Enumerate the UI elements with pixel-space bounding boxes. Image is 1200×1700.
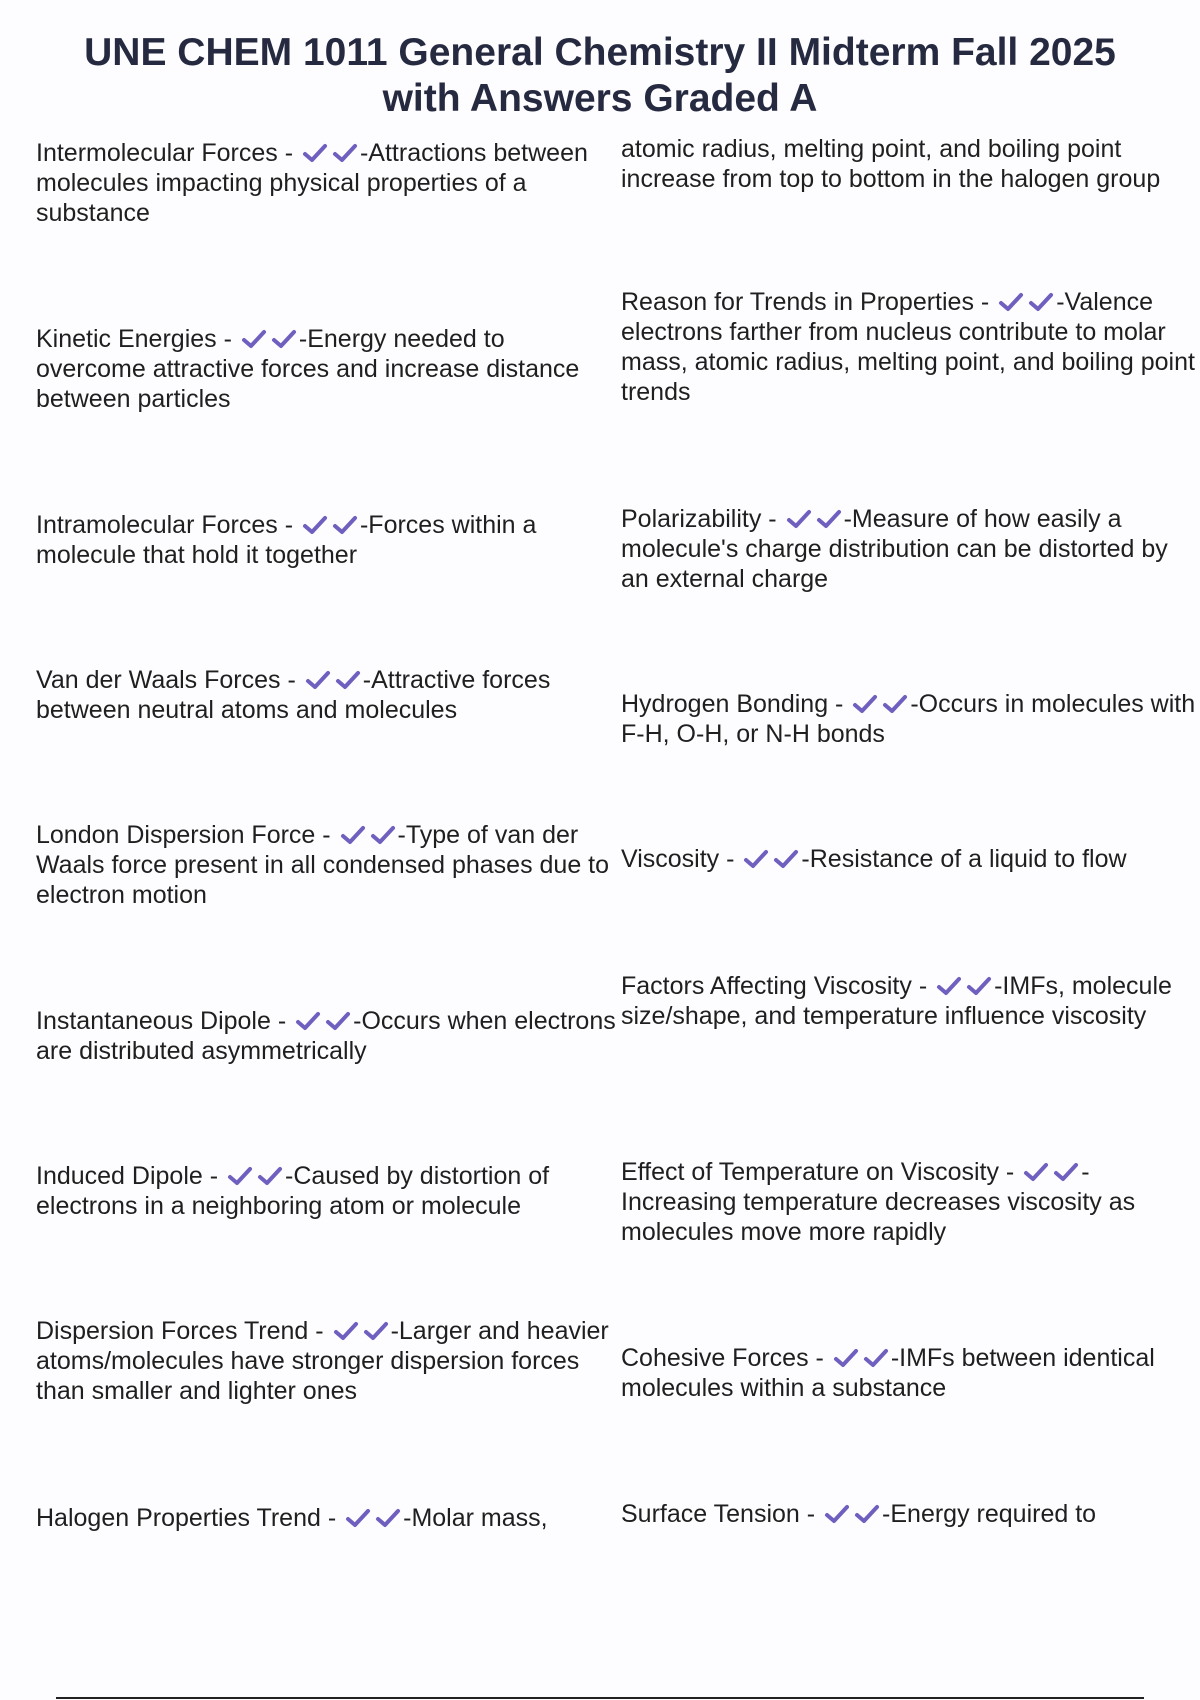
term: Surface Tension - bbox=[621, 1500, 816, 1528]
term: Factors Affecting Viscosity - bbox=[621, 972, 928, 1000]
checkmark-icon bbox=[257, 1165, 283, 1187]
flashcard-entry bbox=[36, 1161, 616, 1221]
checkmark-icon bbox=[773, 848, 799, 870]
checkmark-icon bbox=[295, 1010, 321, 1032]
definition: -Increasing temperature decreases viscosity as molecules move more rapidly bbox=[621, 1158, 1136, 1246]
flashcard-entry bbox=[621, 1343, 1196, 1403]
definition: -IMFs between identical molecules within a substance bbox=[621, 1344, 1155, 1402]
flashcard-entry bbox=[621, 971, 1196, 1031]
checkmark-icon bbox=[863, 1347, 889, 1369]
definition: -Type of van der Waals force present in all condensed phases due to electron motion bbox=[36, 821, 610, 909]
checkmark-icon bbox=[332, 142, 358, 164]
term: Viscosity - bbox=[621, 845, 735, 873]
checkmark-icon bbox=[335, 669, 361, 691]
flashcard-entry bbox=[36, 1316, 616, 1406]
title-line-1: UNE CHEM 1011 General Chemistry II Midterm Fall 2025 bbox=[84, 31, 1116, 74]
flashcard-entry bbox=[621, 287, 1196, 407]
title-line-2: with Answers Graded A bbox=[382, 77, 818, 120]
definition: -Attractive forces between neutral atoms and molecules bbox=[36, 666, 551, 724]
definition: -Caused by distortion of electrons in a neighboring atom or molecule bbox=[36, 1162, 550, 1220]
definition: -Resistance of a liquid to flow bbox=[801, 845, 1127, 873]
checkmark-icon bbox=[966, 975, 992, 997]
flashcard-entry bbox=[621, 689, 1196, 749]
checkmark-icon bbox=[302, 514, 328, 536]
checkmark-icon bbox=[363, 1320, 389, 1342]
checkmark-icon bbox=[375, 1507, 401, 1529]
checkmark-icon bbox=[370, 824, 396, 846]
flashcard-entry bbox=[36, 665, 616, 725]
term: Instantaneous Dipole - bbox=[36, 1007, 287, 1035]
term: Hydrogen Bonding - bbox=[621, 690, 844, 718]
definition: -Occurs in molecules with F-H, O-H, or N-H bonds bbox=[621, 690, 1196, 748]
term: Intermolecular Forces - bbox=[36, 139, 294, 167]
term: Induced Dipole - bbox=[36, 1162, 219, 1190]
checkmark-icon bbox=[241, 328, 267, 350]
flashcard-continuation bbox=[621, 134, 1196, 194]
checkmark-icon bbox=[302, 142, 328, 164]
checkmark-icon bbox=[340, 824, 366, 846]
definition: -Energy needed to overcome attractive forces and increase distance between particles bbox=[36, 325, 580, 413]
checkmark-icon bbox=[325, 1010, 351, 1032]
flashcard-entry bbox=[36, 138, 616, 228]
checkmark-icon bbox=[786, 508, 812, 530]
document-title bbox=[0, 30, 1200, 122]
term: Cohesive Forces - bbox=[621, 1344, 824, 1372]
page-bottom-rule bbox=[56, 1697, 1144, 1699]
flashcard-entry bbox=[621, 504, 1196, 594]
definition: -Forces within a molecule that hold it together bbox=[36, 511, 537, 569]
checkmark-icon bbox=[936, 975, 962, 997]
definition: -Occurs when electrons are distributed asymmetrically bbox=[36, 1007, 616, 1065]
definition: -Attractions between molecules impacting physical properties of a substance bbox=[36, 139, 588, 227]
term: Halogen Properties Trend - bbox=[36, 1504, 337, 1532]
definition: -Molar mass, bbox=[403, 1504, 548, 1532]
flashcard-entry bbox=[36, 1006, 616, 1066]
flashcard-entry bbox=[36, 510, 616, 570]
checkmark-icon bbox=[998, 291, 1024, 313]
flashcard-entry bbox=[621, 1499, 1196, 1529]
checkmark-icon bbox=[833, 1347, 859, 1369]
definition: -Larger and heavier atoms/molecules have stronger dispersion forces than smaller and lighter ones bbox=[36, 1317, 609, 1405]
flashcard-entry bbox=[36, 1503, 616, 1533]
checkmark-icon bbox=[882, 693, 908, 715]
checkmark-icon bbox=[1053, 1161, 1079, 1183]
flashcard-entry bbox=[36, 324, 616, 414]
term: Reason for Trends in Properties - bbox=[621, 288, 990, 316]
checkmark-icon bbox=[305, 669, 331, 691]
definition: -Measure of how easily a molecule's charge distribution can be distorted by an external charge bbox=[621, 505, 1168, 593]
term: Intramolecular Forces - bbox=[36, 511, 294, 539]
term: Kinetic Energies - bbox=[36, 325, 232, 353]
checkmark-icon bbox=[332, 514, 358, 536]
term: Polarizability - bbox=[621, 505, 777, 533]
continuation-text: atomic radius, melting point, and boiling point increase from top to bottom in the halogen group bbox=[621, 135, 1161, 193]
flashcard-entry bbox=[621, 1157, 1196, 1247]
term: Effect of Temperature on Viscosity - bbox=[621, 1158, 1015, 1186]
checkmark-icon bbox=[854, 1503, 880, 1525]
checkmark-icon bbox=[271, 328, 297, 350]
definition: -Valence electrons farther from nucleus contribute to molar mass, atomic radius, melting point, and boiling point trends bbox=[621, 288, 1195, 406]
term: Dispersion Forces Trend - bbox=[36, 1317, 324, 1345]
checkmark-icon bbox=[852, 693, 878, 715]
term: London Dispersion Force - bbox=[36, 821, 331, 849]
checkmark-icon bbox=[824, 1503, 850, 1525]
definition: -IMFs, molecule size/shape, and temperature influence viscosity bbox=[621, 972, 1172, 1030]
flashcard-entry bbox=[36, 820, 616, 910]
checkmark-icon bbox=[743, 848, 769, 870]
flashcard-entry bbox=[621, 844, 1196, 874]
checkmark-icon bbox=[345, 1507, 371, 1529]
checkmark-icon bbox=[1028, 291, 1054, 313]
definition: -Energy required to bbox=[882, 1500, 1097, 1528]
term: Van der Waals Forces - bbox=[36, 666, 296, 694]
checkmark-icon bbox=[227, 1165, 253, 1187]
checkmark-icon bbox=[1023, 1161, 1049, 1183]
checkmark-icon bbox=[816, 508, 842, 530]
checkmark-icon bbox=[333, 1320, 359, 1342]
